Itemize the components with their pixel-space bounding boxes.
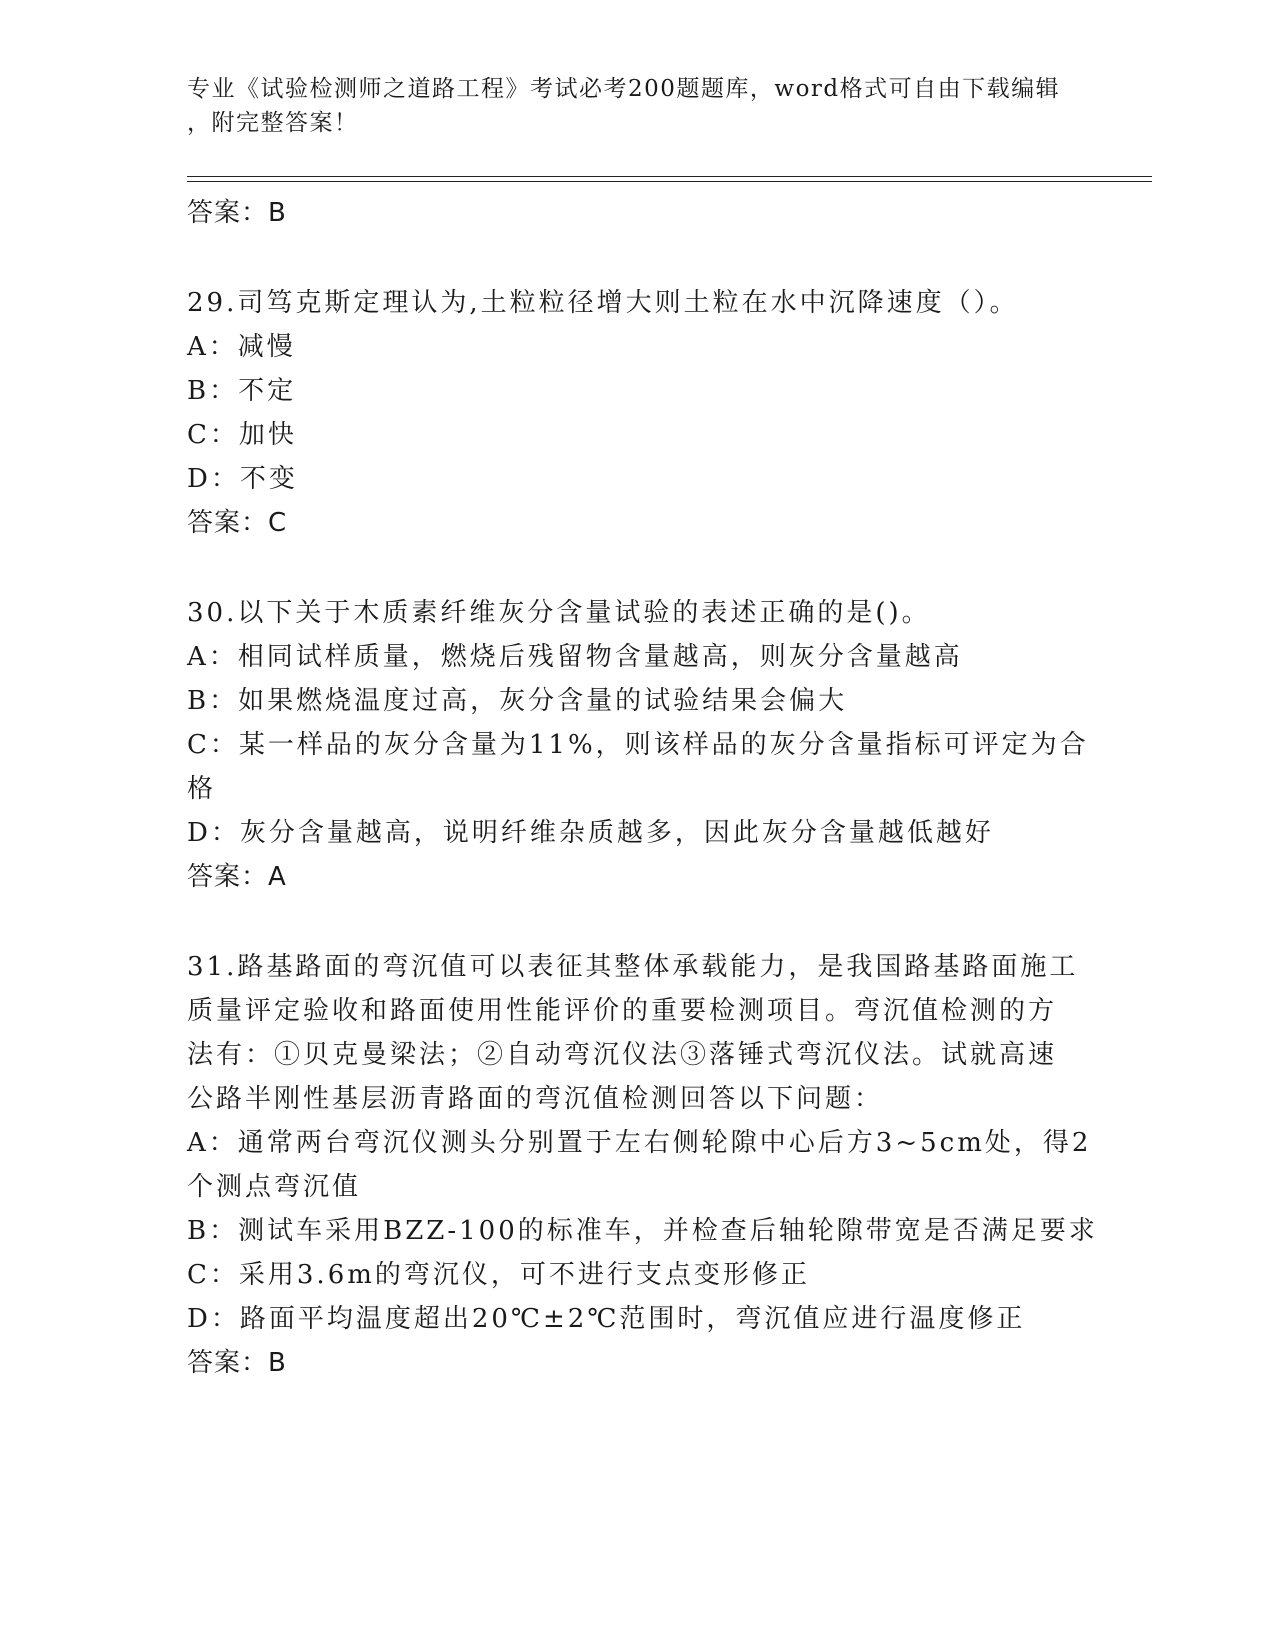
question-29-option-b: B：不定 [187,376,297,406]
answer-q31: 答案：B [187,1348,287,1378]
question-31-option-d: D：路面平均温度超出20℃±2℃范围时，弯沉值应进行温度修正 [187,1304,1026,1334]
answer-q28: 答案：B [187,198,287,228]
question-29-option-d: D：不变 [187,464,298,494]
question-31-stem-line-1: 31.路基路面的弯沉值可以表征其整体承载能力，是我国路基路面施工 [187,952,1079,982]
document-header: 专业《试验检测师之道路工程》考试必考200题题库，word格式可自由下载编辑 ，附完整答案！ [187,76,1061,136]
question-30-stem: 30.以下关于木质素纤维灰分含量试验的表述正确的是()。 [187,598,931,628]
question-30-option-a: A：相同试样质量，燃烧后残留物含量越高，则灰分含量越高 [187,642,963,672]
header-rule-top [187,176,1152,177]
question-31-option-a: A：通常两台弯沉仪测头分别置于左右侧轮隙中心后方3~5cm处，得2 [187,1128,1092,1158]
question-29-option-a: A：减慢 [187,332,296,362]
question-29-option-c: C：加快 [187,420,297,450]
header-rule-bottom [187,181,1152,182]
question-30-option-d: D：灰分含量越高，说明纤维杂质越多，因此灰分含量越低越好 [187,818,994,848]
answer-q30: 答案：A [187,862,287,892]
question-31-option-a-cont: 个测点弯沉值 [187,1172,362,1202]
question-31-stem-line-3: 法有：①贝克曼梁法；②自动弯沉仪法③落锤式弯沉仪法。试就高速 [187,1040,1058,1070]
question-31-option-c: C：采用3.6m的弯沉仪，可不进行支点变形修正 [187,1260,810,1290]
question-30-option-c: C：某一样品的灰分含量为11%，则该样品的灰分含量指标可评定为合 [187,730,1089,760]
question-31-stem-line-2: 质量评定验收和路面使用性能评价的重要检测项目。弯沉值检测的方 [187,996,1058,1026]
question-31-option-b: B：测试车采用BZZ-100的标准车，并检查后轴轮隙带宽是否满足要求 [187,1216,1098,1246]
question-30-option-b: B：如果燃烧温度过高，灰分含量的试验结果会偏大 [187,686,848,716]
question-29-stem: 29.司笃克斯定理认为,土粒粒径增大则土粒在水中沉降速度（）。 [187,288,1019,318]
question-30-option-c-cont: 格 [187,774,217,804]
answer-q29: 答案：C [187,508,288,538]
question-31-stem-line-4: 公路半刚性基层沥青路面的弯沉值检测回答以下问题： [187,1084,884,1114]
